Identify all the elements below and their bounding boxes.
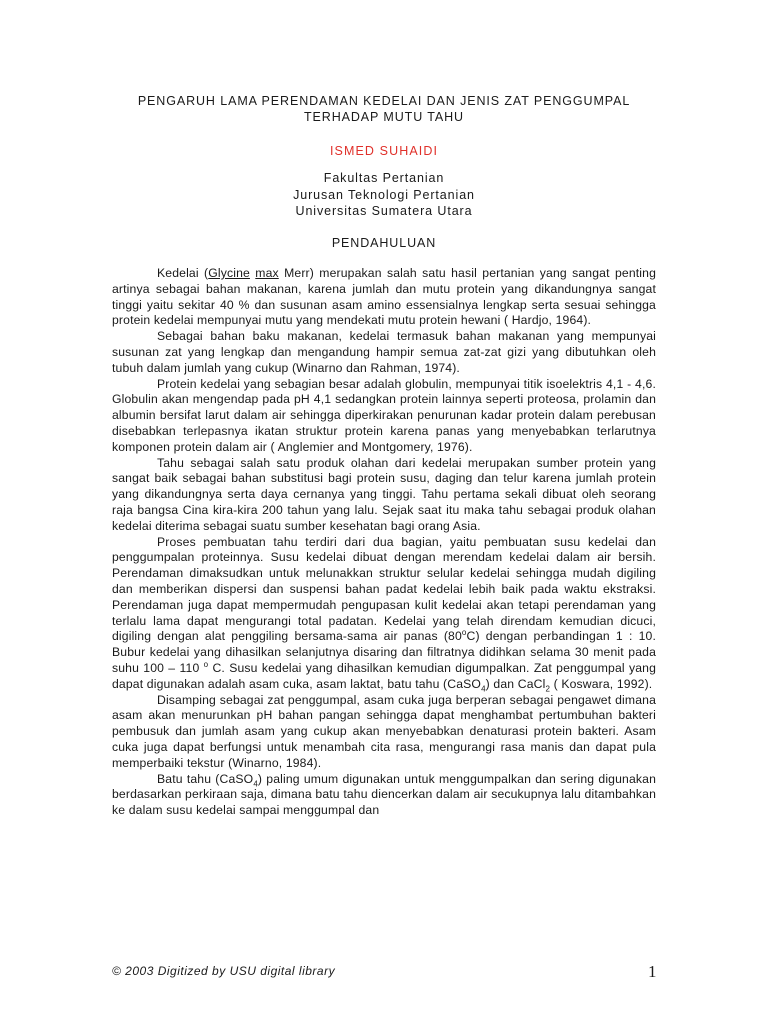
paragraph-6: Disamping sebagai zat penggumpal, asam cuka juga berperan sebagai pengawet dimana asam akan menurunkan pH bahan pangan sehingga dapat menghambat pertumbuhan bakteri pembusuk dan jumlah asam yang cukup akan menyebabkan denaturasi protein bakteri. Asam cuka juga dapat berfungsi untuk menambah cita rasa, mengurangi rasa manis dan dapat pula memperbaiki tekstur (Winarno, 1984). (112, 692, 656, 770)
paper-title (0, 93, 768, 125)
paragraph-4: Tahu sebagai salah satu produk olahan dari kedelai merupakan sumber protein yang sangat baik sebagai bahan substitusi bagi protein susu, daging dan telur karena jumlah protein yang dikandungnya serta daya cernanya yang tinggi. Tahu pertama sekali dibuat oleh seorang raja bangsa Cina kira-kira 200 tahun yang lalu. Sejak saat itu maka tahu sebagai produk olahan kedelai diterima sebagai suatu sumber kesehatan bagi orang Asia. (112, 455, 656, 533)
title-line-2: TERHADAP MUTU TAHU (304, 110, 464, 124)
paragraph-3: Protein kedelai yang sebagian besar adalah globulin, mempunyai titik isoelektris 4,1 - 4,6. Globulin akan mengendap pada pH 4,1 sedangkan protein lainnya seperti proteosa, prolamin dan albumin bersifat larut dalam air sehingga diperkirakan penurunan kadar protein dalam perebusan disebabkan terlepasnya ikatan struktur protein karena panas yang menyebabkan terlarutnya komponen protein dalam air ( Anglemier and Montgomery, 1976). (112, 376, 656, 454)
genus-name: Glycine (208, 266, 250, 280)
page-number: 1 (648, 962, 657, 981)
author-name: ISMED SUHAIDI (329, 144, 439, 158)
paragraph-7: Batu tahu (CaSO$_4$) paling umum digunakan untuk menggumpalkan dan sering digunakan berdasarkan perkiraan saja, dimana batu tahu diencerkan dalam air secukupnya lalu ditambahkan ke dalam susu kedelai sampai menggumpal dan (112, 771, 656, 818)
species-name: max (255, 266, 279, 280)
affiliation-faculty: Fakultas Pertanian (323, 171, 445, 185)
title-line-1: PENGARUH LAMA PERENDAMAN KEDELAI DAN JENIS ZAT PENGGUMPAL (137, 94, 631, 108)
body-text (112, 266, 656, 819)
paragraph-1: Kedelai (Glycine max Merr) merupakan salah satu hasil pertanian yang sangat penting artinya sebagai bahan makanan, karena jumlah dan mutu protein yang dikandungnya sangat tinggi yaitu sekitar 40 % dan susunan asam amino essensialnya lengkap serta sesuai sehingga protein kedelai mempunyai mutu yang mendekati mutu protein hewani ( Hardjo, 1964). (112, 266, 656, 328)
paragraph-5: Proses pembuatan tahu terdiri dari dua bagian, yaitu pembuatan susu kedelai dan penggumpalan proteinnya. Susu kedelai dibuat dengan merendam kedelai dalam air bersih. Perendaman dimaksudkan untuk melunakkan struktur selular kedelai sehingga mudah digiling dan memberikan dispersi dan suspensi bahan padat kedelai lebih baik pada waktu ekstraksi. Perendaman juga dapat mempermudah pengupasan kulit kedelai akan tetapi perendaman yang terlalu lama dapat mengurangi total padatan. Kedelai yang telah direndam kemudian dicuci, digiling dengan alat penggiling bersama-sama air panas (80$^o$C) dengan perbandingan 1 : 10. Bubur kedelai yang dihasilkan selanjutnya disaring dan filtratnya didihkan selama 30 menit pada suhu 100 – 110 $^o$ C. Susu kedelai yang dihasilkan kemudian digumpalkan. Zat penggumpal yang dapat digunakan adalah asam cuka, asam laktat, batu tahu (CaSO$_4$) dan CaCl$_2$ ( Koswara, 1992). (112, 534, 657, 694)
section-heading: PENDAHULUAN (331, 236, 437, 250)
footer-credit: © 2003 Digitized by USU digital library (112, 964, 336, 978)
affiliation (0, 170, 768, 220)
paragraph-2: Sebagai bahan baku makanan, kedelai termasuk bahan makanan yang mempunyai susunan zat yang lengkap dan mengandung hampir semua zat-zat gizi yang dibutuhkan oleh tubuh dalam jumlah yang cukup (Winarno dan Rahman, 1974). (112, 329, 656, 375)
affiliation-university: Universitas Sumatera Utara (295, 204, 473, 218)
affiliation-department: Jurusan Teknologi Pertanian (293, 187, 475, 202)
